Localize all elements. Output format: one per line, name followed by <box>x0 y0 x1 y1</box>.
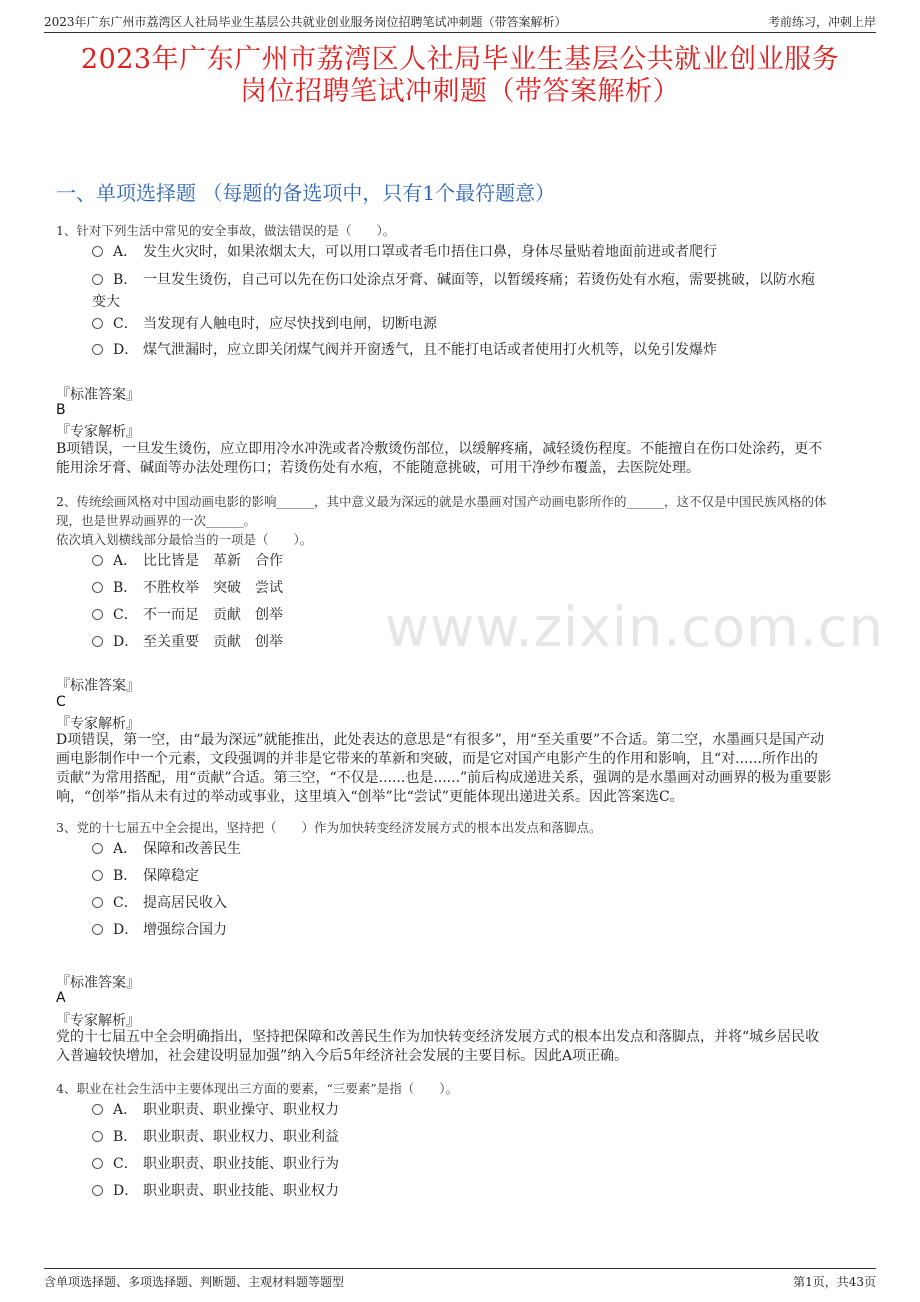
header-doc-title: 2023年广东广州市荔湾区人社局毕业生基层公共就业创业服务岗位招聘笔试冲刺题（带答案解析） <box>44 15 567 29</box>
question-3-analysis: 党的十七届五中全会明确指出，坚持把保障和改善民生作为加快转变经济发展方式的根本出发点和落脚点，并将“城乡居民收 入普遍较快增加，社会建设明显加强”纳入今后5年经济社会发展的主要目标。因此A项正确。 <box>56 1029 820 1064</box>
question-2-answer: C <box>56 694 66 710</box>
question-2-analysis: D项错误，第一空，由“最为深远”就能推出，此处表达的意思是“有很多”，用“至关重要”不合适。第二空，水墨画只是国产动 画电影制作中一个元素，文段强调的并非是它带来的革新和突破，而是它对国产电影产生的作用和影响，且“对......所作出的 贡献”为常用搭配，用“贡献”合适。第三空，“不仅是......也是......”前后构成递进关系，强调的是水墨画对动画界的极为重要影 响，“创举”指从未有过的举动或事业，这里填入“创举”比“尝试”更能体现出递进关系。因此答案选C。 <box>56 732 832 805</box>
question-3-option-d[interactable]: D． 增强综合国力 <box>92 919 866 941</box>
radio-icon[interactable] <box>92 897 103 908</box>
question-1-option-b[interactable]: B． 一旦发生烫伤，自己可以先在伤口处涂点牙膏、碱面等，以暂缓疼痛；若烫伤处有水疱，需要挑破，以防水疱 <box>92 269 866 291</box>
title-line-2: 岗位招聘笔试冲刺题（带答案解析） <box>240 76 680 107</box>
radio-icon[interactable] <box>92 318 103 329</box>
radio-icon[interactable] <box>92 870 103 881</box>
radio-icon[interactable] <box>92 1131 103 1142</box>
question-3-option-a[interactable]: A． 保障和改善民生 <box>92 838 866 860</box>
header-slogan: 考前练习，冲刺上岸 <box>767 15 876 29</box>
document-title <box>44 44 876 108</box>
question-2-option-c[interactable]: C． 不一而足 贡献 创举 <box>92 604 866 626</box>
question-1-option-a[interactable]: A． 发生火灾时，如果浓烟太大，可以用口罩或者毛巾捂住口鼻，身体尽量贴着地面前进或者爬行 <box>92 241 866 263</box>
question-2-option-b[interactable]: B． 不胜枚举 突破 尝试 <box>92 577 866 599</box>
radio-icon[interactable] <box>92 636 103 647</box>
footer-question-types: 含单项选择题、多项选择题、判断题、主观材料题等题型 <box>44 1275 345 1289</box>
footer-page-number: 第1页，共43页 <box>793 1275 876 1289</box>
radio-icon[interactable] <box>92 1104 103 1115</box>
radio-icon[interactable] <box>92 344 103 355</box>
question-3-stem: 3、党的十七届五中全会提出，坚持把（ ）作为加快转变经济发展方式的根本出发点和落脚点。 <box>56 820 602 835</box>
question-2-option-d[interactable]: D． 至关重要 贡献 创举 <box>92 631 866 653</box>
page-footer <box>44 1268 876 1291</box>
question-4-stem: 4、职业在社会生活中主要体现出三方面的要素，“三要素”是指（ ）。 <box>56 1081 458 1096</box>
answer-label: 『标准答案』 <box>56 975 140 991</box>
question-4-option-a[interactable]: A． 职业职责、职业操守、职业权力 <box>92 1099 866 1121</box>
question-2-option-a[interactable]: A． 比比皆是 革新 合作 <box>92 550 866 572</box>
question-4-option-c[interactable]: C． 职业职责、职业技能、职业行为 <box>92 1153 866 1175</box>
radio-icon[interactable] <box>92 1185 103 1196</box>
radio-icon[interactable] <box>92 843 103 854</box>
radio-icon[interactable] <box>92 274 103 285</box>
question-3-answer: A <box>56 990 66 1006</box>
question-1-option-d[interactable]: D． 煤气泄漏时，应立即关闭煤气阀并开窗透气，且不能打电话或者使用打火机等，以免引发爆炸 <box>92 339 866 361</box>
radio-icon[interactable] <box>92 555 103 566</box>
question-4-option-d[interactable]: D． 职业职责、职业技能、职业权力 <box>92 1180 866 1202</box>
section-heading: 一、单项选择题 （每题的备选项中，只有1个最符题意） <box>56 181 556 205</box>
page-header <box>44 10 876 33</box>
question-1-stem: 1、针对下列生活中常见的安全事故，做法错误的是（ ）。 <box>56 223 396 238</box>
title-line-1: 2023年广东广州市荔湾区人社局毕业生基层公共就业创业服务 <box>80 44 840 75</box>
question-1-analysis: B项错误，一旦发生烫伤，应立即用冷水冲洗或者冷敷烫伤部位，以缓解疼痛，减轻烫伤程度。不能擅自在伤口处涂药，更不 能用涂牙膏、碱面等办法处理伤口；若烫伤处有水疱，不能随意挑破，可用干净纱布覆盖，去医院处理。 <box>56 441 823 476</box>
radio-icon[interactable] <box>92 609 103 620</box>
question-4-option-b[interactable]: B． 职业职责、职业权力、职业利益 <box>92 1126 866 1148</box>
radio-icon[interactable] <box>92 246 103 257</box>
analysis-label: 『专家解析』 <box>56 424 140 440</box>
question-1-answer: B <box>56 402 66 418</box>
analysis-label: 『专家解析』 <box>56 1013 140 1029</box>
analysis-label: 『专家解析』 <box>56 716 140 732</box>
question-3-option-c[interactable]: C． 提高居民收入 <box>92 892 866 914</box>
answer-label: 『标准答案』 <box>56 387 140 403</box>
question-2-stem: 2、传统绘画风格对中国动画电影的影响______，其中意义最为深远的就是水墨画对国产动画电影所作的______，这不仅是中国民族风格的体 现，也是世界动画界的一次______。 依次填入划横线部分最恰当的一项是（ ）。 <box>56 494 827 547</box>
question-1-option-b-wrap: 变大 <box>92 294 120 310</box>
answer-label: 『标准答案』 <box>56 678 140 694</box>
watermark: www.zixin.com.cn <box>385 596 884 659</box>
question-1-option-c[interactable]: C． 当发现有人触电时，应尽快找到电闸，切断电源 <box>92 313 866 335</box>
radio-icon[interactable] <box>92 1158 103 1169</box>
question-3-option-b[interactable]: B． 保障稳定 <box>92 865 866 887</box>
radio-icon[interactable] <box>92 582 103 593</box>
radio-icon[interactable] <box>92 924 103 935</box>
